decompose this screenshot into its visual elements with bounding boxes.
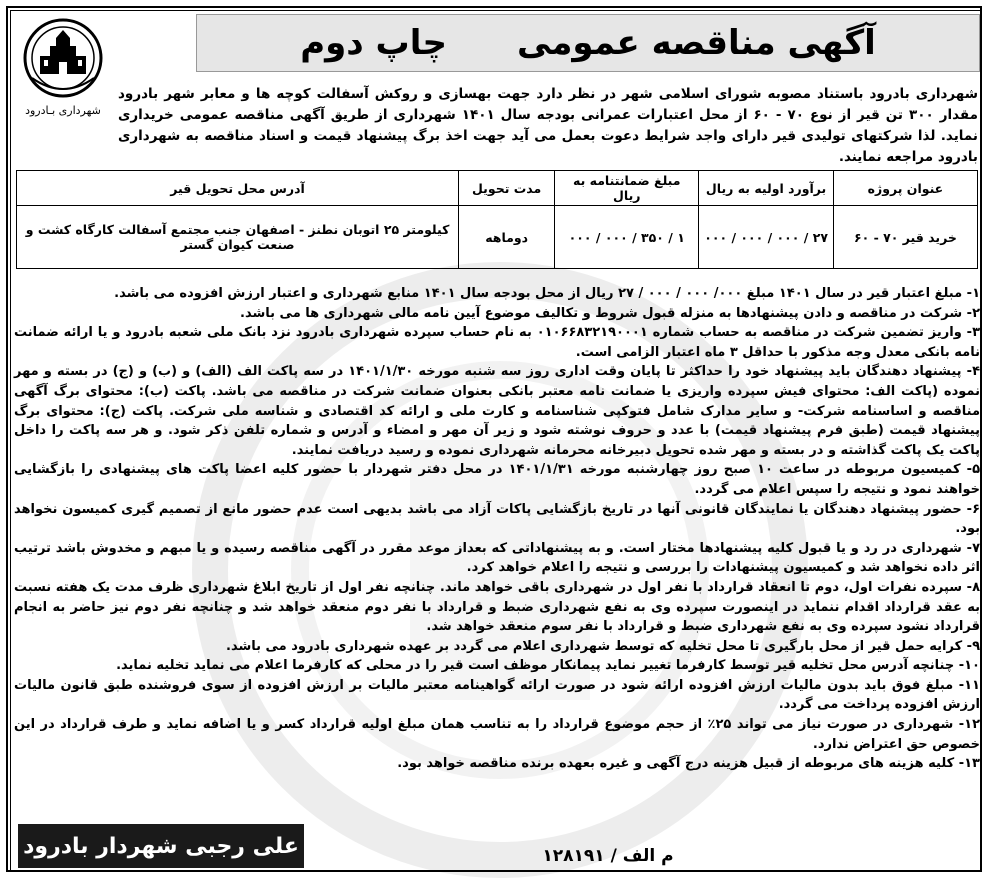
list-item: ۴- پیشنهاد دهندگان باید پیشنهاد خود را حداکثر تا پایان وقت اداری روز سه شنبه مورخه ۱۴۰۱/۱/۳۰ در سه پاکت الف (الف) و (ب) و (ج) در بسته و مهر نموده (پاکت الف: محتوای فیش سپرده واریزی یا ضمانت نامه معتبر بانکی بعنوان ضمانت شرکت در مناقصه می باشد. پاکت (ب): محتوای برگ آگهی مناقصه و اساسنامه شرکت- و سایر مدارک شامل فتوکپی شناسنامه و کارت ملی و ارائه کد اقتصادی و شناسه ملی شرکت. پاکت (ج): محتوای برگ پیشنهاد قیمت (طبق فرم پیشنهاد قیمت) با عدد و حروف نوشته شود و زیر آن مهر و امضاء و آدرس و شماره تلفن ذکر شود. و هر سه پاکت را داخل پاکت یک پاکت گذاشته و در بسته و مهر شده تحویل دبیرخانه محرمانه شهرداری نموده و رسید دریافت نمایند. [14,364,980,458]
list-item: ۶- حضور پیشنهاد دهندگان یا نمایندگان قانونی آنها در تاریخ بازگشایی پاکات آزاد می باشد بدیهی است عدم حضور مانع از تصمیم گیری کمیسون نخواهد بود. [14,501,980,537]
list-item: ۱۰- چنانچه آدرس محل تخلیه قیر توسط کارفرما تغییر نماید پیمانکار موظف است قیر را در محلی که کارفرما اعلام می نماید تخلیه نماید. [116,658,980,674]
list-item: ۹- کرایه حمل قیر از محل بارگیری تا محل تخلیه که توسط شهرداری اعلام می گردد بر عهده شهرداری بادرود می باشد. [226,638,980,654]
conditions-list [14,284,980,774]
col-project-title: عنوان پروژه [833,171,977,206]
table-header-row [17,171,978,206]
col-guarantee-amount: مبلغ ضمانتنامه به ریال [555,171,699,206]
signature-box: علی رجبی شهردار بادرود [18,824,304,868]
cell-guarantee-amount: ۱ / ۳۵۰ / ۰۰۰ / ۰۰۰ [555,206,699,269]
title-banner [196,14,980,72]
list-item: ۱۳- کلیه هزینه های مربوطه از قبیل هزینه درج آگهی و غیره بعهده برنده مناقصه خواهد بود. [397,756,980,772]
edition-label: چاپ دوم [300,23,447,63]
list-item: ۲- شرکت در مناقصه و دادن پیشنهادها به منزله قبول شروط و تکالیف موضوع آیین نامه مالی شهرداری ها می باشد. [240,305,980,321]
cell-delivery-period: دوماهه [459,206,555,269]
table-row [17,206,978,269]
ad-code: م الف / ۱۲۸۱۹۱ [542,846,674,866]
cell-initial-estimate: ۲۷ / ۰۰۰ / ۰۰۰ / ۰۰۰ [699,206,834,269]
list-item: ۷- شهرداری در رد و یا قبول کلیه پیشنهادها مختار است. و به پیشنهاداتی که بعداز موعد مقرر در آگهی مناقصه رسیده و یا مبهم و مخدوش باشد ترتیب اثر داده نخواهد شد و کمیسیون پیشنهادات را بررسی و نتیجه را اعلام خواهد کرد. [14,540,980,576]
col-delivery-period: مدت تحویل [459,171,555,206]
list-item: ۳- واریز تضمین شرکت در مناقصه به حساب شماره ۰۱۰۶۶۸۳۲۱۹۰۰۰۱ به نام حساب سپرده شهرداری بادرود نزد بانک ملی شعبه بادرود و یا ارائه ضمانت نامه بانکی معدل وجه مذکور با حداقل ۳ ماه اعتبار الزامی است. [14,325,980,360]
col-initial-estimate: برآورد اولیه به ریال [699,171,834,206]
list-item: ۱۱- مبلغ فوق باید بدون مالیات ارزش افزوده ارائه شود در صورت ارائه گواهینامه معتبر مالیات بر ارزش افزوده از سوی فروشنده طبق قانون مالیات ارزش افزوده پرداخت می گردد. [14,677,980,713]
col-delivery-address: آدرس محل تحویل قیر [17,171,459,206]
list-item: ۵- کمیسیون مربوطه در ساعت ۱۰ صبح روز چهارشنبه مورخه ۱۴۰۱/۱/۳۱ در محل دفتر شهردار با حضور کلیه اعضا پاکت های پیشنهادی را بازگشایی خواهند نمود و نتیجه را سپس اعلام می گردد. [14,462,980,497]
list-item: ۸- سپرده نفرات اول، دوم تا انعقاد قرارداد با نفر اول در شهرداری باقی خواهد ماند. چنانچه نفر اول از تاریخ ابلاغ شهرداری ظرف مدت یک هفته نسبت به عقد قرارداد اقدام ننماید در اینصورت سپرده وی به نفع شهرداری ضبط و قرارداد با نفر دوم منعقد خواهد شد و چنانچه نفر دوم نیز حاضر به انجام قرارداد نشود سپرده وی به نفع شهرداری ضبط و قرارداد با نفر سوم منعقد خواهد شد. [14,579,980,635]
cell-delivery-address: کیلومتر ۲۵ اتوبان نطنز - اصفهان جنب مجتمع آسفالت کارگاه کشت و صنعت کیوان گستر [17,206,459,269]
intro-paragraph: شهرداری بادرود باستناد مصوبه شورای اسلامی شهر در نظر دارد جهت بهسازی و روکش آسفالت کوچه ها و معابر شهر بادرود مقدار ۳۰۰ تن قیر از نوع ۷۰ - ۶۰ از محل اعتبارات عمرانی بودجه سال ۱۴۰۱ شهرداری از طریق آگهی مناقصه عمومی خریداری نماید. لذا شرکتهای تولیدی قیر دارای واجد شرایط دعوت بعمل می آید جهت اخذ برگ پیشنهاد قیمت و اسناد مناقصه به شهرداری بادرود مراجعه نمایند. [118,86,978,165]
list-item: ۱- مبلغ اعتبار قیر در سال ۱۴۰۱ مبلغ ۰۰۰/ ۰۰۰ / ۰۰۰ / ۲۷ ریال از محل بودجه سال ۱۴۰۱ منابع شهرداری و اعتبار ارزش افزوده می باشد. [114,286,980,301]
cell-project-title: خرید قیر ۷۰ - ۶۰ [833,206,977,269]
page-title: آگهی مناقصه عمومی [516,23,876,63]
project-table [16,170,978,269]
list-item: ۱۲- شهرداری در صورت نیاز می تواند ۲۵٪ از حجم موضوع قرارداد را به تناسب همان مبلغ اولیه قرارداد کسر و یا اضافه نماید و طرف قرارداد در این خصوص حق اعتراض ندارد. [14,717,981,752]
logo-caption: شهرداری بـادرود [25,104,101,117]
